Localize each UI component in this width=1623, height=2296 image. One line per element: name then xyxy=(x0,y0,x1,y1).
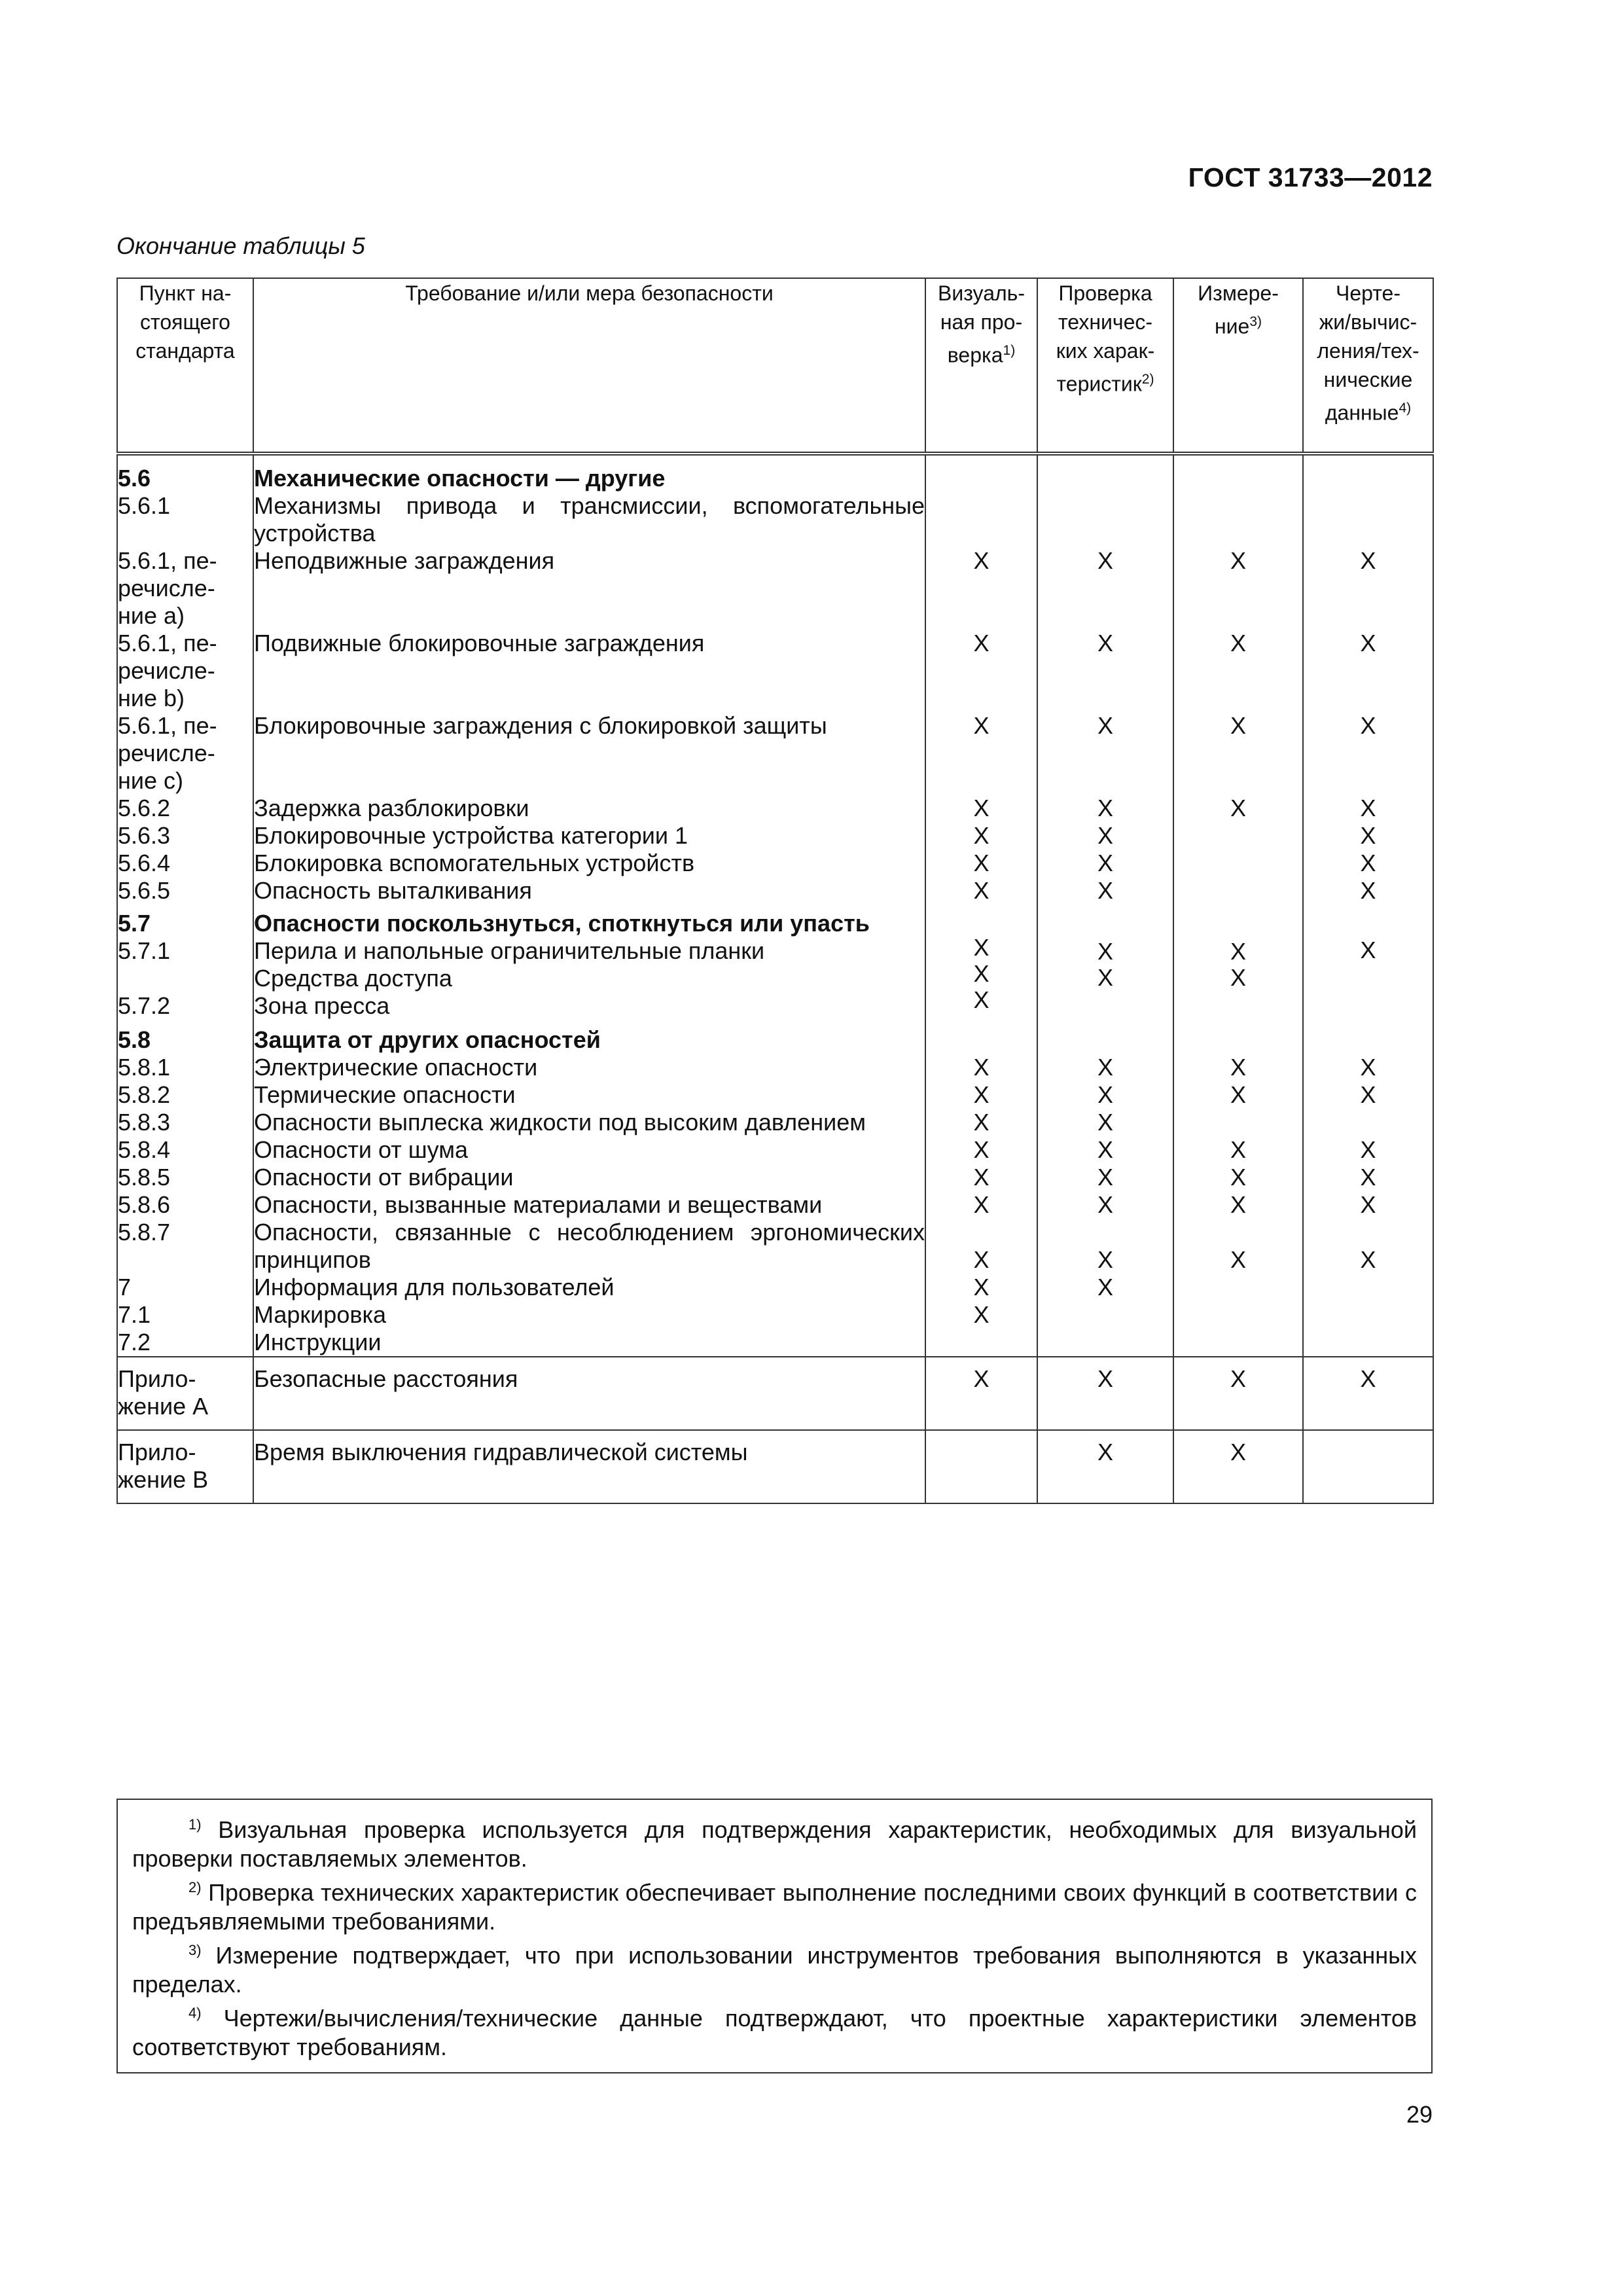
mark-measurement: X xyxy=(1173,1191,1303,1219)
requirement-text: Опасности, связанные с несоблюдением эргономических принципов xyxy=(254,1219,925,1273)
mark-technical-check: X xyxy=(1037,1081,1173,1109)
mark-visual-check xyxy=(925,1430,1037,1503)
table-caption: Окончание таблицы 5 xyxy=(116,232,365,259)
requirement-text: Задержка разблокировки xyxy=(253,795,925,822)
mark-technical-check: X xyxy=(1037,1054,1173,1081)
mark-visual-check: X xyxy=(925,1191,1037,1219)
mark-technical-check: X xyxy=(1037,822,1173,850)
mark-measurement xyxy=(1173,1329,1303,1357)
header-text: Требование и/или мера безопасности xyxy=(405,281,774,305)
mark-measurement: X xyxy=(1173,1164,1303,1191)
column-header-clause xyxy=(117,278,253,454)
mark-visual-check xyxy=(925,454,1037,492)
mark-visual-check: X xyxy=(925,877,1037,905)
mark-drawings xyxy=(1303,492,1433,547)
mark-drawings: X xyxy=(1303,1054,1433,1081)
mark-visual-check: X xyxy=(925,822,1037,850)
mark-visual-check: X xyxy=(925,1301,1037,1329)
footnote xyxy=(132,1999,1417,2062)
mark-drawings xyxy=(1303,1301,1433,1329)
requirement-text: Термические опасности xyxy=(253,1081,925,1109)
mark-technical-check: X xyxy=(1037,1357,1173,1430)
table-row xyxy=(117,1219,1433,1274)
table-row xyxy=(117,1054,1433,1081)
mark-drawings: X xyxy=(1303,1081,1433,1109)
mark-visual-check: X xyxy=(925,1109,1037,1136)
footnote xyxy=(132,1810,1417,1873)
requirement-text: Опасность выталкивания xyxy=(253,877,925,905)
mark-visual-check: X xyxy=(925,1164,1037,1191)
clause-number: 5.6 xyxy=(117,454,253,492)
mark-drawings: X xyxy=(1303,1191,1433,1219)
mark-technical-check: X xyxy=(1037,1109,1173,1136)
header-text: Пункт на- стоящего стандарта xyxy=(135,281,235,363)
header-footnote-ref: 1) xyxy=(1003,343,1016,358)
mark-drawings: X xyxy=(1303,850,1433,877)
clause-number: 5.8.7 xyxy=(117,1219,253,1274)
clause-number: 5.7 xyxy=(118,910,151,937)
clause-number: 5.8.2 xyxy=(117,1081,253,1109)
footnote-marker: 3) xyxy=(188,1942,202,1958)
requirement-text: Время выключения гидравлической системы xyxy=(253,1430,925,1503)
clause-number: 7.2 xyxy=(117,1329,253,1357)
table-row xyxy=(117,1136,1433,1164)
header-text: Измере- ние xyxy=(1198,281,1279,338)
requirement-text: Подвижные блокировочные заграждения xyxy=(253,630,925,712)
mark-technical-check: X xyxy=(1037,1219,1173,1274)
requirement-text: Опасности от вибрации xyxy=(253,1164,925,1191)
requirement-text: Электрические опасности xyxy=(253,1054,925,1081)
requirement-text: Блокировочные заграждения с блокировкой защиты xyxy=(253,712,925,795)
requirement-text: Зона пресса xyxy=(254,992,390,1019)
mark-drawings: X xyxy=(1303,822,1433,850)
table-row xyxy=(117,547,1433,630)
footnote-text: Измерение подтверждает, что при использовании инструментов требования выполняются в указанных пределах. xyxy=(132,1942,1417,1998)
mark-technical-check: X xyxy=(1037,1430,1173,1503)
mark-visual-check: X xyxy=(925,1274,1037,1301)
table-row xyxy=(117,1329,1433,1357)
mark-measurement: X xyxy=(1173,1430,1303,1503)
mark-technical-check: X xyxy=(1037,1191,1173,1219)
clause-number: 5.6.3 xyxy=(117,822,253,850)
clause-number: 5.6.1, пе- речисле- ние b) xyxy=(117,630,253,712)
requirement-text: Опасности выплеска жидкости под высоким давлением xyxy=(253,1109,925,1136)
mark-drawings xyxy=(1303,1329,1433,1357)
table-row xyxy=(117,1430,1433,1503)
mark-measurement xyxy=(1173,822,1303,850)
mark-drawings: X xyxy=(1303,795,1433,822)
clause-number-cell xyxy=(117,905,253,1026)
mark-measurement xyxy=(1173,1274,1303,1301)
requirement-text: Неподвижные заграждения xyxy=(253,547,925,630)
table-footnotes xyxy=(116,1799,1433,2073)
mark-drawings xyxy=(1303,454,1433,492)
mark-technical-check: X xyxy=(1037,547,1173,630)
table-row xyxy=(117,877,1433,905)
clause-number: 5.6.2 xyxy=(117,795,253,822)
mark-measurement: X xyxy=(1173,547,1303,630)
requirement-text: Механические опасности — другие xyxy=(253,454,925,492)
requirement-text: Информация для пользователей xyxy=(253,1274,925,1301)
footnote-text: Чертежи/вычисления/технические данные подтверждают, что проектные характеристики элементов соответствуют требованиям. xyxy=(132,2005,1417,2060)
requirement-text: Средства доступа xyxy=(254,965,452,992)
mark-visual-check xyxy=(925,905,1037,1026)
table-row xyxy=(117,1274,1433,1301)
footnote-marker: 2) xyxy=(188,1879,202,1895)
mark-technical-check: X xyxy=(1037,1274,1173,1301)
mark-measurement: X xyxy=(1173,1054,1303,1081)
requirement-text: Перила и напольные ограничительные планки xyxy=(254,937,765,964)
mark-drawings: X xyxy=(1303,630,1433,712)
mark-measurement: X xyxy=(1173,712,1303,795)
requirements-table xyxy=(116,278,1434,1504)
table-row xyxy=(117,712,1433,795)
mark-technical-check: X xyxy=(1037,1164,1173,1191)
mark-technical-check: X xyxy=(1037,712,1173,795)
requirement-text: Инструкции xyxy=(253,1329,925,1357)
column-header-requirement xyxy=(253,278,925,454)
mark-measurement xyxy=(1173,877,1303,905)
clause-number: 5.8.1 xyxy=(117,1054,253,1081)
table-row xyxy=(117,1026,1433,1054)
mark-measurement: X xyxy=(1173,1136,1303,1164)
requirement-text: Опасности поскользнуться, споткнуться или упасть xyxy=(254,910,870,937)
mark-measurement xyxy=(1173,1026,1303,1054)
clause-number: 5.8 xyxy=(117,1026,253,1054)
footnote-marker: 1) xyxy=(188,1816,202,1833)
requirement-text: Блокировочные устройства категории 1 xyxy=(253,822,925,850)
table-row xyxy=(117,1357,1433,1430)
clause-number: Прило- жение В xyxy=(117,1430,253,1503)
mark-technical-check xyxy=(1037,1301,1173,1329)
mark-measurement xyxy=(1173,1301,1303,1329)
header-footnote-ref: 2) xyxy=(1141,372,1154,387)
column-header-technical-check xyxy=(1037,278,1173,454)
document-code: ГОСТ 31733—2012 xyxy=(1188,162,1433,192)
table-row xyxy=(117,1081,1433,1109)
clause-number: 5.6.5 xyxy=(117,877,253,905)
clause-number: 5.6.1 xyxy=(117,492,253,547)
table-row xyxy=(117,850,1433,877)
requirement-text: Защита от других опасностей xyxy=(253,1026,925,1054)
clause-number: 5.8.5 xyxy=(117,1164,253,1191)
column-header-measurement xyxy=(1173,278,1303,454)
mark-measurement: X xyxy=(1173,1357,1303,1430)
requirement-text: Безопасные расстояния xyxy=(253,1357,925,1430)
mark-technical-check xyxy=(1037,1026,1173,1054)
mark-drawings xyxy=(1303,905,1433,1026)
clause-number: 7 xyxy=(117,1274,253,1301)
mark-drawings: X xyxy=(1303,1219,1433,1274)
mark-measurement: X xyxy=(1173,1081,1303,1109)
table-body xyxy=(117,454,1433,1503)
mark-technical-check: X xyxy=(1037,1136,1173,1164)
clause-number: 7.1 xyxy=(117,1301,253,1329)
footnote-text: Визуальная проверка используется для подтверждения характеристик, необходимых для визуальной проверки поставляемых элементов. xyxy=(132,1816,1417,1872)
clause-number: 5.6.1, пе- речисле- ние с) xyxy=(117,712,253,795)
mark-technical-check: X xyxy=(1037,795,1173,822)
footnote-text: Проверка технических характеристик обеспечивает выполнение последними своих функций в соответствии с предъявляемыми требованиями. xyxy=(132,1879,1417,1935)
requirement-cell xyxy=(253,905,925,1026)
mark-measurement xyxy=(1173,492,1303,547)
mark-visual-check: X xyxy=(925,1054,1037,1081)
clause-number: 5.8.6 xyxy=(117,1191,253,1219)
mark-value: X X xyxy=(1230,938,1246,991)
requirement-text: Опасности от шума xyxy=(253,1136,925,1164)
mark-drawings: X xyxy=(1303,877,1433,905)
mark-technical-check xyxy=(1037,492,1173,547)
table-row xyxy=(117,1301,1433,1329)
clause-number: Прило- жение А xyxy=(117,1357,253,1430)
mark-visual-check xyxy=(925,1026,1037,1054)
mark-visual-check: X xyxy=(925,630,1037,712)
footnote xyxy=(132,1936,1417,1999)
mark-technical-check: X xyxy=(1037,877,1173,905)
clause-number: 5.7.1 xyxy=(118,937,171,964)
mark-measurement: X xyxy=(1173,630,1303,712)
header-text: Визуаль- ная про- верка xyxy=(938,281,1025,367)
mark-value: X xyxy=(1360,937,1376,963)
clause-number: 5.8.3 xyxy=(117,1109,253,1136)
mark-visual-check: X xyxy=(925,547,1037,630)
table-row xyxy=(117,1109,1433,1136)
mark-measurement xyxy=(1173,905,1303,1026)
mark-measurement xyxy=(1173,1109,1303,1136)
mark-drawings: X xyxy=(1303,1164,1433,1191)
column-header-drawings xyxy=(1303,278,1433,454)
mark-visual-check: X xyxy=(925,1136,1037,1164)
mark-drawings xyxy=(1303,1109,1433,1136)
table-row xyxy=(117,905,1433,1026)
mark-drawings xyxy=(1303,1274,1433,1301)
mark-measurement: X xyxy=(1173,795,1303,822)
table-row xyxy=(117,1191,1433,1219)
header-footnote-ref: 3) xyxy=(1249,314,1262,329)
clause-number: 5.7.2 xyxy=(118,992,171,1019)
requirement-text: Опасности, вызванные материалами и веществами xyxy=(253,1191,925,1219)
clause-number: 5.6.4 xyxy=(117,850,253,877)
mark-drawings xyxy=(1303,1430,1433,1503)
mark-value: X X X xyxy=(973,934,990,1013)
table-row xyxy=(117,795,1433,822)
mark-technical-check: X xyxy=(1037,850,1173,877)
requirement-text: Маркировка xyxy=(253,1301,925,1329)
mark-technical-check xyxy=(1037,454,1173,492)
table-row xyxy=(117,630,1433,712)
table-row xyxy=(117,454,1433,492)
footnote-marker: 4) xyxy=(188,2005,202,2021)
mark-value: X X xyxy=(1097,938,1113,991)
mark-technical-check: X xyxy=(1037,630,1173,712)
table-row xyxy=(117,492,1433,547)
mark-visual-check: X xyxy=(925,1357,1037,1430)
mark-visual-check: X xyxy=(925,795,1037,822)
mark-visual-check: X xyxy=(925,712,1037,795)
mark-drawings: X xyxy=(1303,712,1433,795)
mark-visual-check: X xyxy=(925,850,1037,877)
mark-drawings xyxy=(1303,1026,1433,1054)
clause-number: 5.6.1, пе- речисле- ние а) xyxy=(117,547,253,630)
mark-drawings: X xyxy=(1303,1136,1433,1164)
column-header-visual-check xyxy=(925,278,1037,454)
requirement-text: Блокировка вспомогательных устройств xyxy=(253,850,925,877)
header-text: Проверка техничес- ких харак- теристик xyxy=(1056,281,1155,396)
table-header-row xyxy=(117,278,1433,454)
header-footnote-ref: 4) xyxy=(1399,401,1412,416)
clause-number: 5.8.4 xyxy=(117,1136,253,1164)
mark-visual-check xyxy=(925,492,1037,547)
table-row xyxy=(117,1164,1433,1191)
mark-technical-check xyxy=(1037,905,1173,1026)
mark-drawings: X xyxy=(1303,1357,1433,1430)
mark-visual-check: X xyxy=(925,1219,1037,1274)
mark-measurement xyxy=(1173,454,1303,492)
page-number: 29 xyxy=(1406,2101,1433,2128)
table-row xyxy=(117,822,1433,850)
mark-visual-check xyxy=(925,1329,1037,1357)
mark-measurement xyxy=(1173,850,1303,877)
header-text: Черте- жи/вычис- ления/тех- нические данные xyxy=(1317,281,1419,425)
mark-visual-check: X xyxy=(925,1081,1037,1109)
requirement-text: Механизмы привода и трансмиссии, вспомогательные устройства xyxy=(254,492,925,547)
mark-technical-check xyxy=(1037,1329,1173,1357)
mark-drawings: X xyxy=(1303,547,1433,630)
clause-number xyxy=(118,965,253,992)
footnote xyxy=(132,1873,1417,1936)
mark-measurement: X xyxy=(1173,1219,1303,1274)
